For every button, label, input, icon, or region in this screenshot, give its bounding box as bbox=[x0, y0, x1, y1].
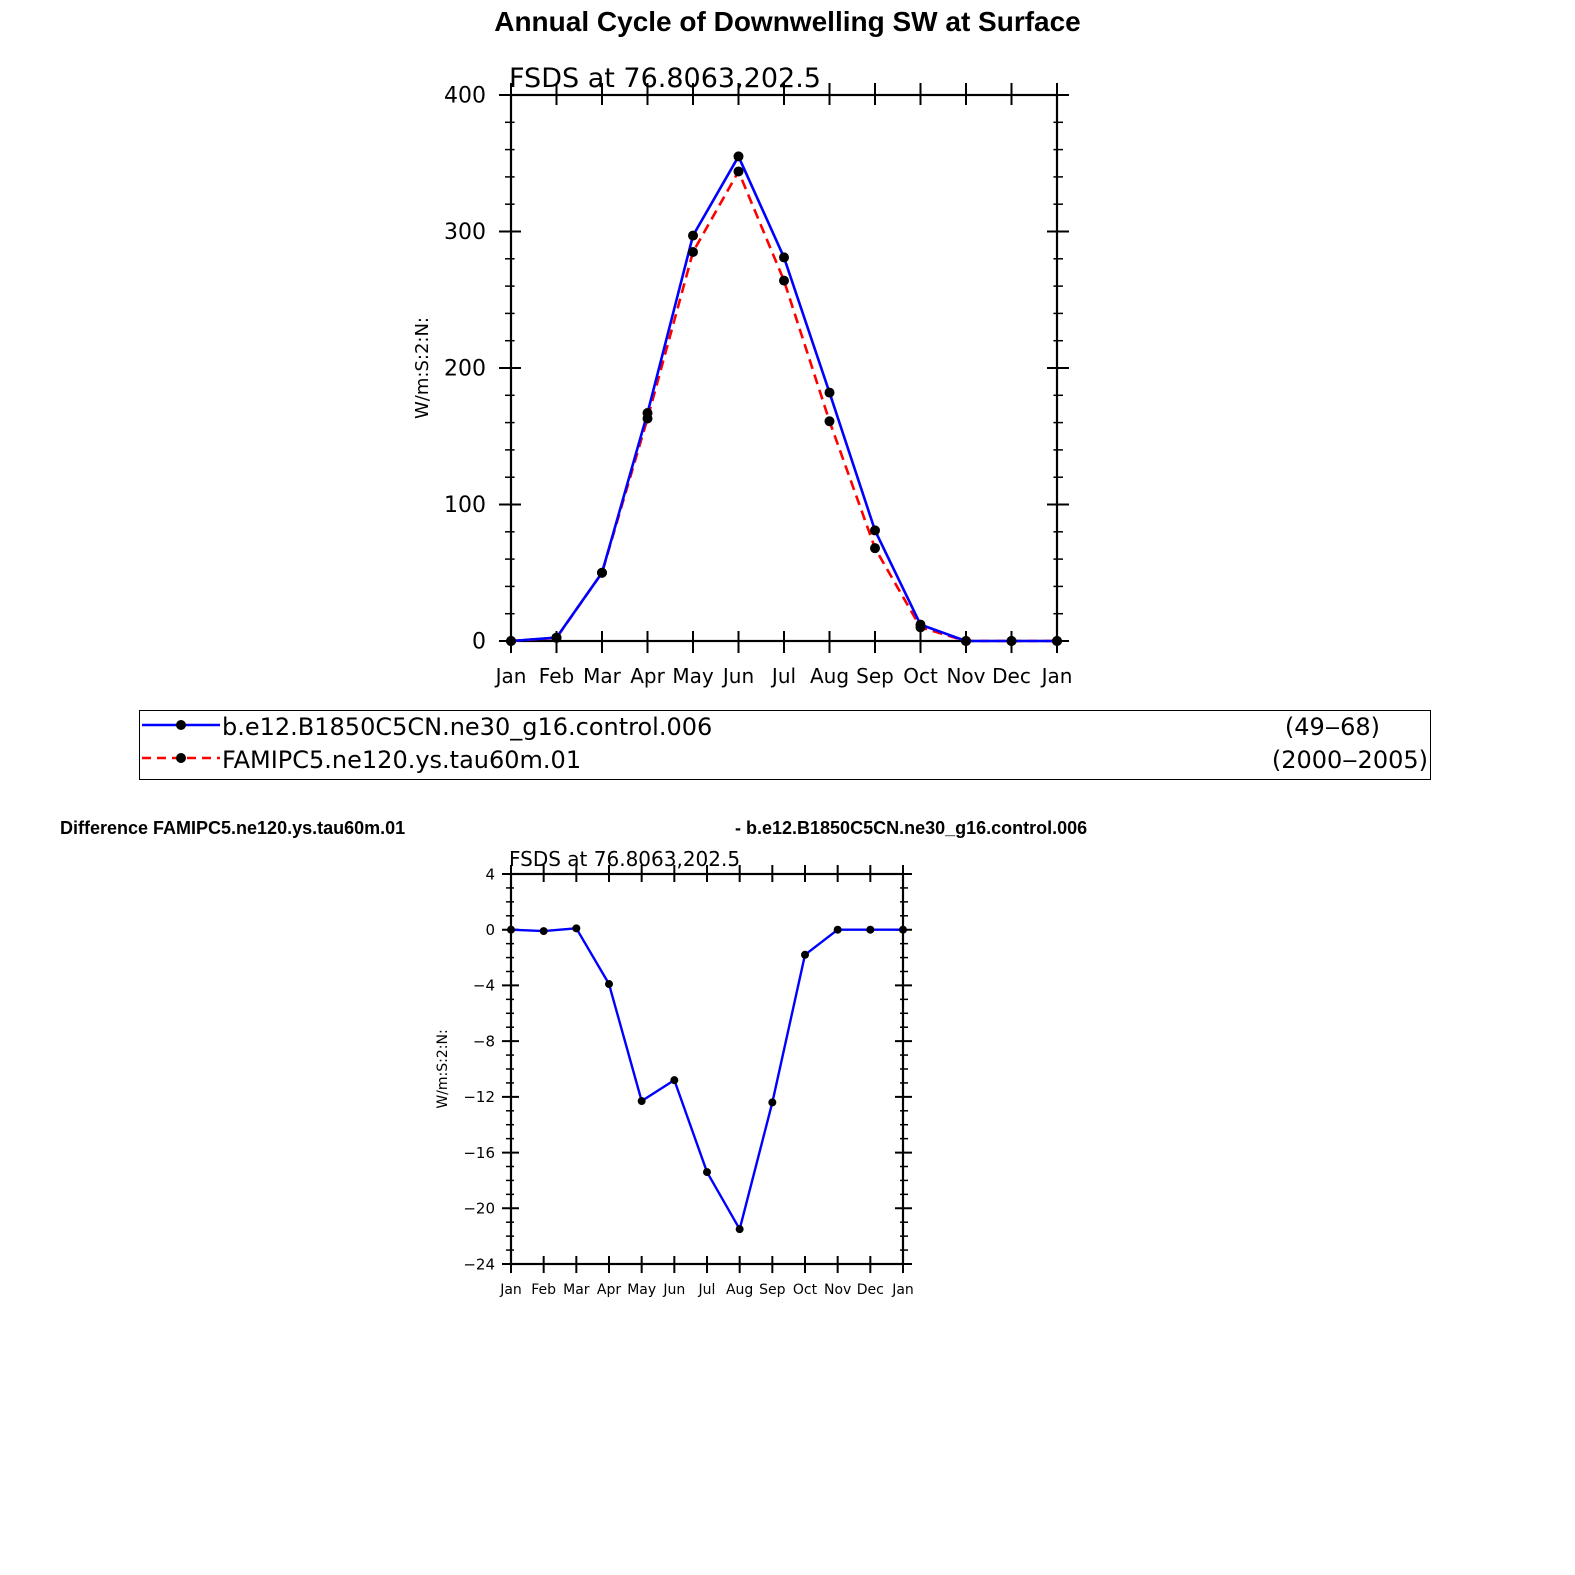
x-tick-label: Oct bbox=[792, 1282, 818, 1298]
data-point bbox=[507, 926, 515, 934]
data-point bbox=[597, 568, 607, 578]
data-point bbox=[825, 388, 835, 398]
y-tick-label: 100 bbox=[444, 493, 486, 519]
legend-period: (49‒68) bbox=[1284, 713, 1380, 741]
x-tick-label: Aug bbox=[809, 664, 850, 688]
legend-marker bbox=[176, 753, 186, 763]
y-tick-label: −24 bbox=[463, 1255, 495, 1274]
data-point bbox=[734, 166, 744, 176]
x-tick-label: Jan bbox=[495, 664, 527, 688]
difference-title-right: - b.e12.B1850C5CN.ne30_g16.control.006 bbox=[735, 818, 1088, 838]
legend-label: b.e12.B1850C5CN.ne30_g16.control.006 bbox=[222, 713, 713, 741]
data-point bbox=[506, 636, 516, 646]
data-point bbox=[899, 926, 907, 934]
data-point bbox=[734, 151, 744, 161]
x-tick-label: Jan bbox=[1041, 664, 1073, 688]
data-point bbox=[916, 622, 926, 632]
data-point bbox=[768, 1098, 776, 1106]
data-point bbox=[870, 525, 880, 535]
legend-marker bbox=[176, 720, 186, 730]
y-tick-label: 0 bbox=[472, 629, 486, 655]
x-tick-label: Jul bbox=[771, 664, 797, 688]
data-point bbox=[779, 276, 789, 286]
y-tick-label: −8 bbox=[472, 1032, 495, 1051]
x-tick-label: Nov bbox=[824, 1282, 852, 1298]
legend-period: (2000‒2005) bbox=[1271, 746, 1428, 774]
data-point bbox=[779, 252, 789, 262]
legend-entry-control bbox=[140, 711, 1430, 743]
x-tick-label: Dec bbox=[856, 1282, 884, 1298]
x-tick-label: Nov bbox=[946, 664, 986, 688]
data-point bbox=[670, 1076, 678, 1084]
x-tick-label: Feb bbox=[531, 1282, 557, 1298]
x-tick-label: Aug bbox=[725, 1282, 754, 1298]
data-point bbox=[643, 414, 653, 424]
series-line bbox=[511, 928, 903, 1229]
y-tick-label: 0 bbox=[485, 920, 495, 939]
y-tick-label: 4 bbox=[485, 865, 495, 884]
x-tick-label: Mar bbox=[563, 1282, 590, 1298]
data-point bbox=[552, 633, 562, 643]
data-point bbox=[703, 1168, 711, 1176]
data-point bbox=[638, 1097, 646, 1105]
x-tick-label: Jul bbox=[698, 1282, 716, 1298]
x-tick-label: Mar bbox=[583, 664, 621, 688]
x-tick-label: Jun bbox=[663, 1282, 686, 1298]
plot-frame bbox=[511, 95, 1057, 641]
y-tick-label: 200 bbox=[444, 356, 486, 382]
x-tick-label: Apr bbox=[596, 1282, 622, 1298]
x-tick-label: Feb bbox=[538, 664, 575, 688]
data-point bbox=[801, 951, 809, 959]
y-tick-label: −16 bbox=[463, 1143, 495, 1162]
x-tick-label: Apr bbox=[630, 664, 665, 688]
x-tick-label: Jan bbox=[892, 1282, 914, 1298]
data-point bbox=[736, 1225, 744, 1233]
data-point bbox=[688, 231, 698, 241]
x-tick-label: May bbox=[627, 1282, 657, 1298]
y-tick-label: 400 bbox=[444, 83, 486, 109]
data-point bbox=[870, 543, 880, 553]
x-tick-label: Jan bbox=[500, 1282, 522, 1298]
x-tick-label: Jun bbox=[722, 664, 755, 688]
top-line-chart bbox=[0, 0, 1575, 700]
x-tick-label: Oct bbox=[903, 664, 938, 688]
data-point bbox=[572, 924, 580, 932]
y-tick-label: −4 bbox=[472, 976, 495, 995]
figure-title: Annual Cycle of Downwelling SW at Surface bbox=[494, 6, 1081, 37]
data-point bbox=[1007, 636, 1017, 646]
difference-title-left: Difference FAMIPC5.ne120.ys.tau60m.01 bbox=[60, 818, 406, 838]
data-point bbox=[825, 416, 835, 426]
x-tick-label: Dec bbox=[992, 664, 1031, 688]
chart-subtitle: FSDS at 76.8063,202.5 bbox=[509, 63, 821, 94]
y-axis-label: W/m:S:2:N: bbox=[412, 317, 433, 419]
legend-entry-famip bbox=[140, 744, 1430, 776]
data-point bbox=[961, 636, 971, 646]
data-point bbox=[540, 927, 548, 935]
data-point bbox=[605, 980, 613, 988]
y-tick-label: −20 bbox=[463, 1199, 495, 1218]
data-point bbox=[1052, 636, 1062, 646]
y-tick-label: 300 bbox=[444, 220, 486, 246]
x-tick-label: Sep bbox=[856, 664, 894, 688]
plot-frame bbox=[511, 874, 903, 1264]
x-tick-label: Sep bbox=[759, 1282, 786, 1298]
series-line bbox=[511, 156, 1057, 641]
series-line bbox=[511, 171, 1057, 641]
data-point bbox=[688, 247, 698, 257]
difference-line-chart bbox=[0, 800, 1575, 1360]
data-point bbox=[834, 926, 842, 934]
legend bbox=[139, 710, 1431, 780]
y-axis-label: W/m:S:2:N: bbox=[435, 1029, 451, 1109]
data-point bbox=[866, 926, 874, 934]
y-tick-label: −12 bbox=[463, 1088, 495, 1107]
chart-subtitle: FSDS at 76.8063,202.5 bbox=[509, 847, 741, 871]
legend-label: FAMIPC5.ne120.ys.tau60m.01 bbox=[222, 746, 582, 774]
x-tick-label: May bbox=[672, 664, 714, 688]
